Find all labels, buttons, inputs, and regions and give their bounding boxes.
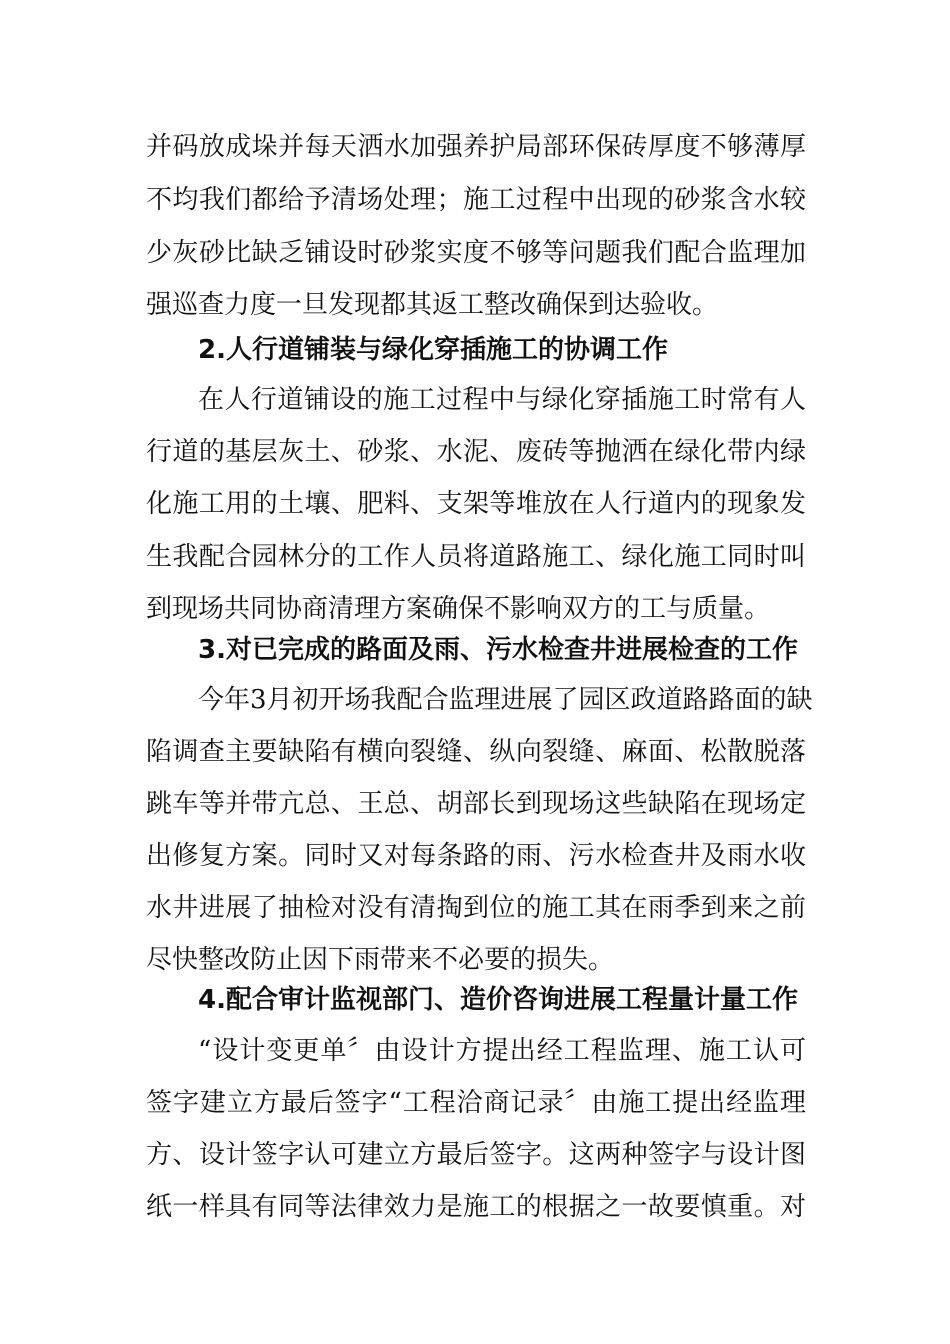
paragraph-line: 行道的基层灰土、砂浆、水泥、废砖等抛洒在绿化带内绿: [146, 437, 806, 467]
paragraph-line: 纸一样具有同等法律效力是施工的根据之一故要慎重。对: [146, 1192, 806, 1222]
paragraph-line: “设计变更单〞由设计方提出经工程监理、施工认可: [198, 1036, 806, 1066]
paragraph-line: 签字建立方最后签字“工程洽商记录〞由施工提出经监理: [146, 1088, 806, 1118]
section-heading-4: 4.配合审计监视部门、造价咨询进展工程量计量工作: [198, 985, 798, 1015]
paragraph-line: 化施工用的土壤、肥料、支架等堆放在人行道内的现象发: [146, 489, 806, 519]
paragraph-line: 到现场共同协商清理方案确保不影响双方的工与质量。: [146, 594, 771, 624]
paragraph-line: 出修复方案。同时又对每条路的雨、污水检查井及雨水收: [146, 841, 806, 871]
paragraph-line: 强巡查力度一旦发现都其返工整改确保到达验收。: [146, 290, 719, 320]
paragraph-line: 在人行道铺设的施工过程中与绿化穿插施工时常有人: [198, 385, 806, 415]
section-heading-3: 3.对已完成的路面及雨、污水检查井进展检查的工作: [198, 635, 798, 665]
paragraph-line: 不均我们都给予清场处理；施工过程中出现的砂浆含水较: [146, 185, 806, 215]
paragraph-line: 陷调查主要缺陷有横向裂缝、纵向裂缝、麻面、松散脱落: [146, 737, 806, 767]
paragraph-line: 少灰砂比缺乏铺设时砂浆实度不够等问题我们配合监理加: [146, 238, 806, 268]
paragraph-line: 方、设计签字认可建立方最后签字。这两种签字与设计图: [146, 1140, 806, 1170]
paragraph-line: 生我配合园林分的工作人员将道路施工、绿化施工同时叫: [146, 542, 806, 572]
paragraph-line: 尽快整改防止因下雨带来不必要的损失。: [146, 945, 615, 975]
paragraph-line: 水井进展了抽检对没有清掏到位的施工其在雨季到来之前: [146, 893, 806, 923]
paragraph-line: 跳车等并带亢总、王总、胡部长到现场这些缺陷在现场定: [146, 789, 806, 819]
paragraph-line: 今年3月初开场我配合监理进展了园区政道路路面的缺: [198, 685, 813, 715]
section-heading-2: 2.人行道铺装与绿化穿插施工的协调工作: [198, 335, 668, 365]
paragraph-line: 并码放成垛并每天洒水加强养护局部环保砖厚度不够薄厚: [146, 132, 806, 162]
